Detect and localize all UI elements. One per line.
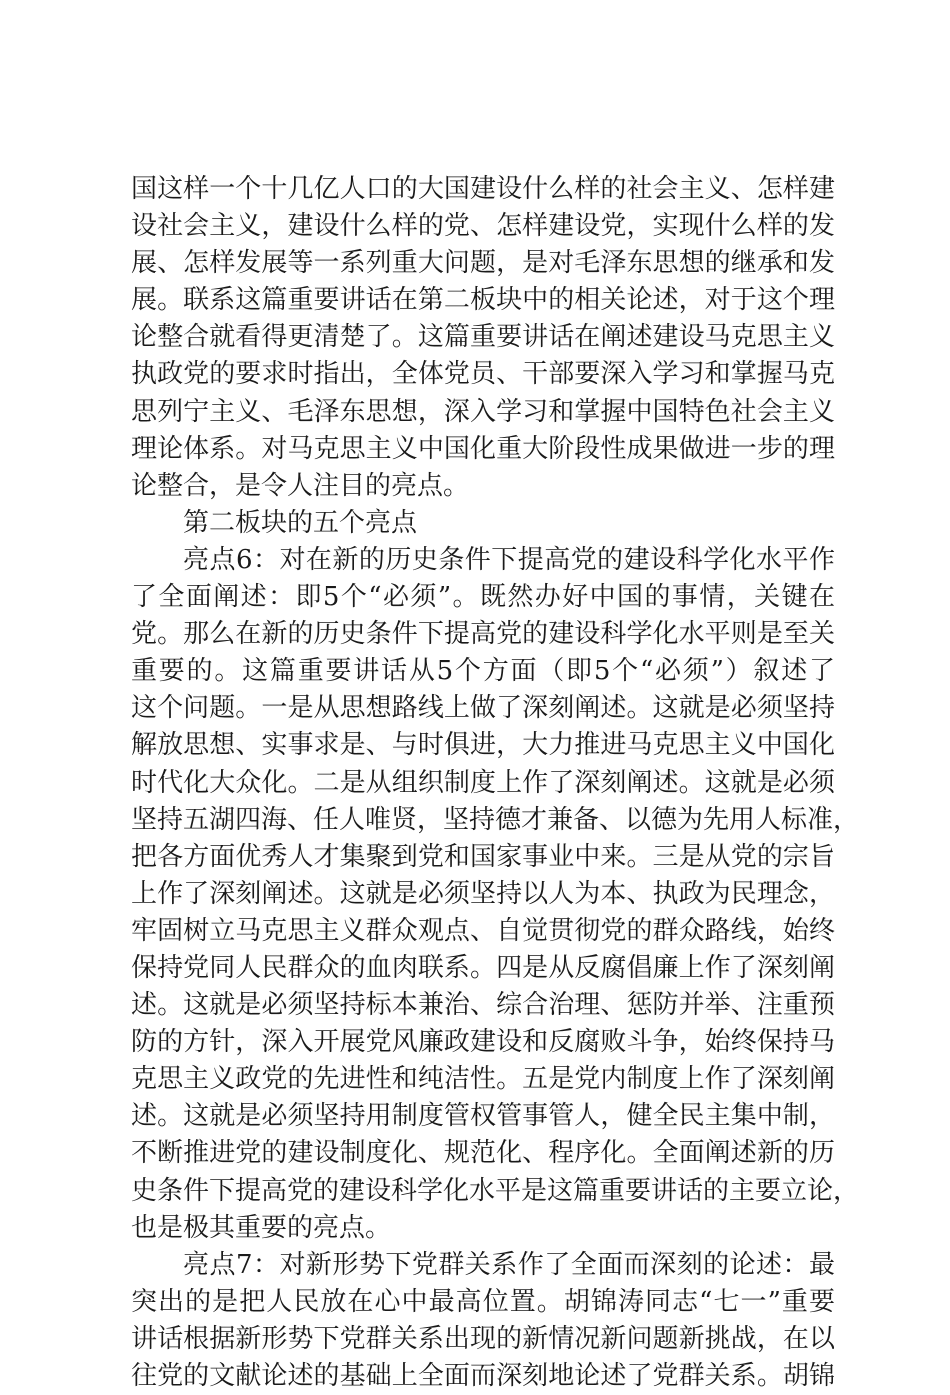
text-line: 论整合，是令人注目的亮点。 xyxy=(131,470,470,501)
text-line: 重要的。这篇重要讲话从5个方面（即5个“必须”）叙述了 xyxy=(131,656,835,687)
text-line: 也是极其重要的亮点。 xyxy=(131,1212,392,1243)
text-line: 国这样一个十几亿人口的大国建设什么样的社会主义、怎样建 xyxy=(131,174,835,204)
text-line: 展。联系这篇重要讲话在第二板块中的相关论述，对于这个理 xyxy=(131,285,835,316)
text-line: 论整合就看得更清楚了。这篇重要讲话在阐述建设马克思主义 xyxy=(131,322,835,353)
text-line: 这个问题。一是从思想路线上做了深刻阐述。这就是必须坚持 xyxy=(131,693,835,724)
section-heading: 第二板块的五个亮点 xyxy=(183,507,418,538)
text-line: 往党的文献论述的基础上全面而深刻地论述了党群关系。胡锦 xyxy=(131,1361,835,1391)
text-line: 防的方针，深入开展党风廉政建设和反腐败斗争，始终保持马 xyxy=(131,1027,835,1058)
text-line: 解放思想、实事求是、与时俱进，大力推进马克思主义中国化 xyxy=(131,730,835,761)
text-line: 上作了深刻阐述。这就是必须坚持以人为本、执政为民理念， xyxy=(131,878,835,909)
text-line: 把各方面优秀人才集聚到党和国家事业中来。三是从党的宗旨 xyxy=(131,841,835,872)
text-line: 述。这就是必须坚持用制度管权管事管人，健全民主集中制， xyxy=(131,1101,835,1132)
text-line: 克思主义政党的先进性和纯洁性。五是党内制度上作了深刻阐 xyxy=(131,1064,835,1095)
text-line: 了全面阐述：即5个“必须”。既然办好中国的事情，关键在 xyxy=(131,582,835,613)
text-line: 不断推进党的建设制度化、规范化、程序化。全面阐述新的历 xyxy=(131,1138,835,1169)
text-line: 牢固树立马克思主义群众观点、自觉贯彻党的群众路线，始终 xyxy=(131,915,835,946)
text-line: 时代化大众化。二是从组织制度上作了深刻阐述。这就是必须 xyxy=(131,767,835,798)
text-line: 亮点7：对新形势下党群关系作了全面而深刻的论述：最 xyxy=(183,1249,835,1280)
text-line: 讲话根据新形势下党群关系出现的新情况新问题新挑战，在以 xyxy=(131,1323,835,1354)
text-line: 执政党的要求时指出，全体党员、干部要深入学习和掌握马克 xyxy=(131,359,835,390)
text-line: 展、怎样发展等一系列重大问题，是对毛泽东思想的继承和发 xyxy=(131,248,835,279)
paragraph-highlight-7 xyxy=(131,1247,835,1395)
text-line: 突出的是把人民放在心中最高位置。胡锦涛同志“七一”重要 xyxy=(131,1286,835,1317)
text-line: 党。那么在新的历史条件下提高党的建设科学化水平则是至关 xyxy=(131,619,835,650)
paragraph-continuation xyxy=(131,171,835,505)
text-line: 史条件下提高党的建设科学化水平是这篇重要讲话的主要立论， xyxy=(131,1175,860,1206)
text-line: 述。这就是必须坚持标本兼治、综合治理、惩防并举、注重预 xyxy=(131,990,835,1021)
text-line: 亮点6：对在新的历史条件下提高党的建设科学化水平作 xyxy=(183,544,835,575)
text-line: 坚持五湖四海、任人唯贤，坚持德才兼备、以德为先用人标准， xyxy=(131,804,860,835)
text-line: 理论体系。对马克思主义中国化重大阶段性成果做进一步的理 xyxy=(131,433,835,464)
text-line: 设社会主义，建设什么样的党、怎样建设党，实现什么样的发 xyxy=(131,211,835,242)
text-line: 思列宁主义、毛泽东思想，深入学习和掌握中国特色社会主义 xyxy=(131,396,835,427)
text-line: 保持党同人民群众的血肉联系。四是从反腐倡廉上作了深刻阐 xyxy=(131,952,835,983)
paragraph-highlight-6 xyxy=(131,542,860,1247)
document-body xyxy=(131,171,860,1395)
